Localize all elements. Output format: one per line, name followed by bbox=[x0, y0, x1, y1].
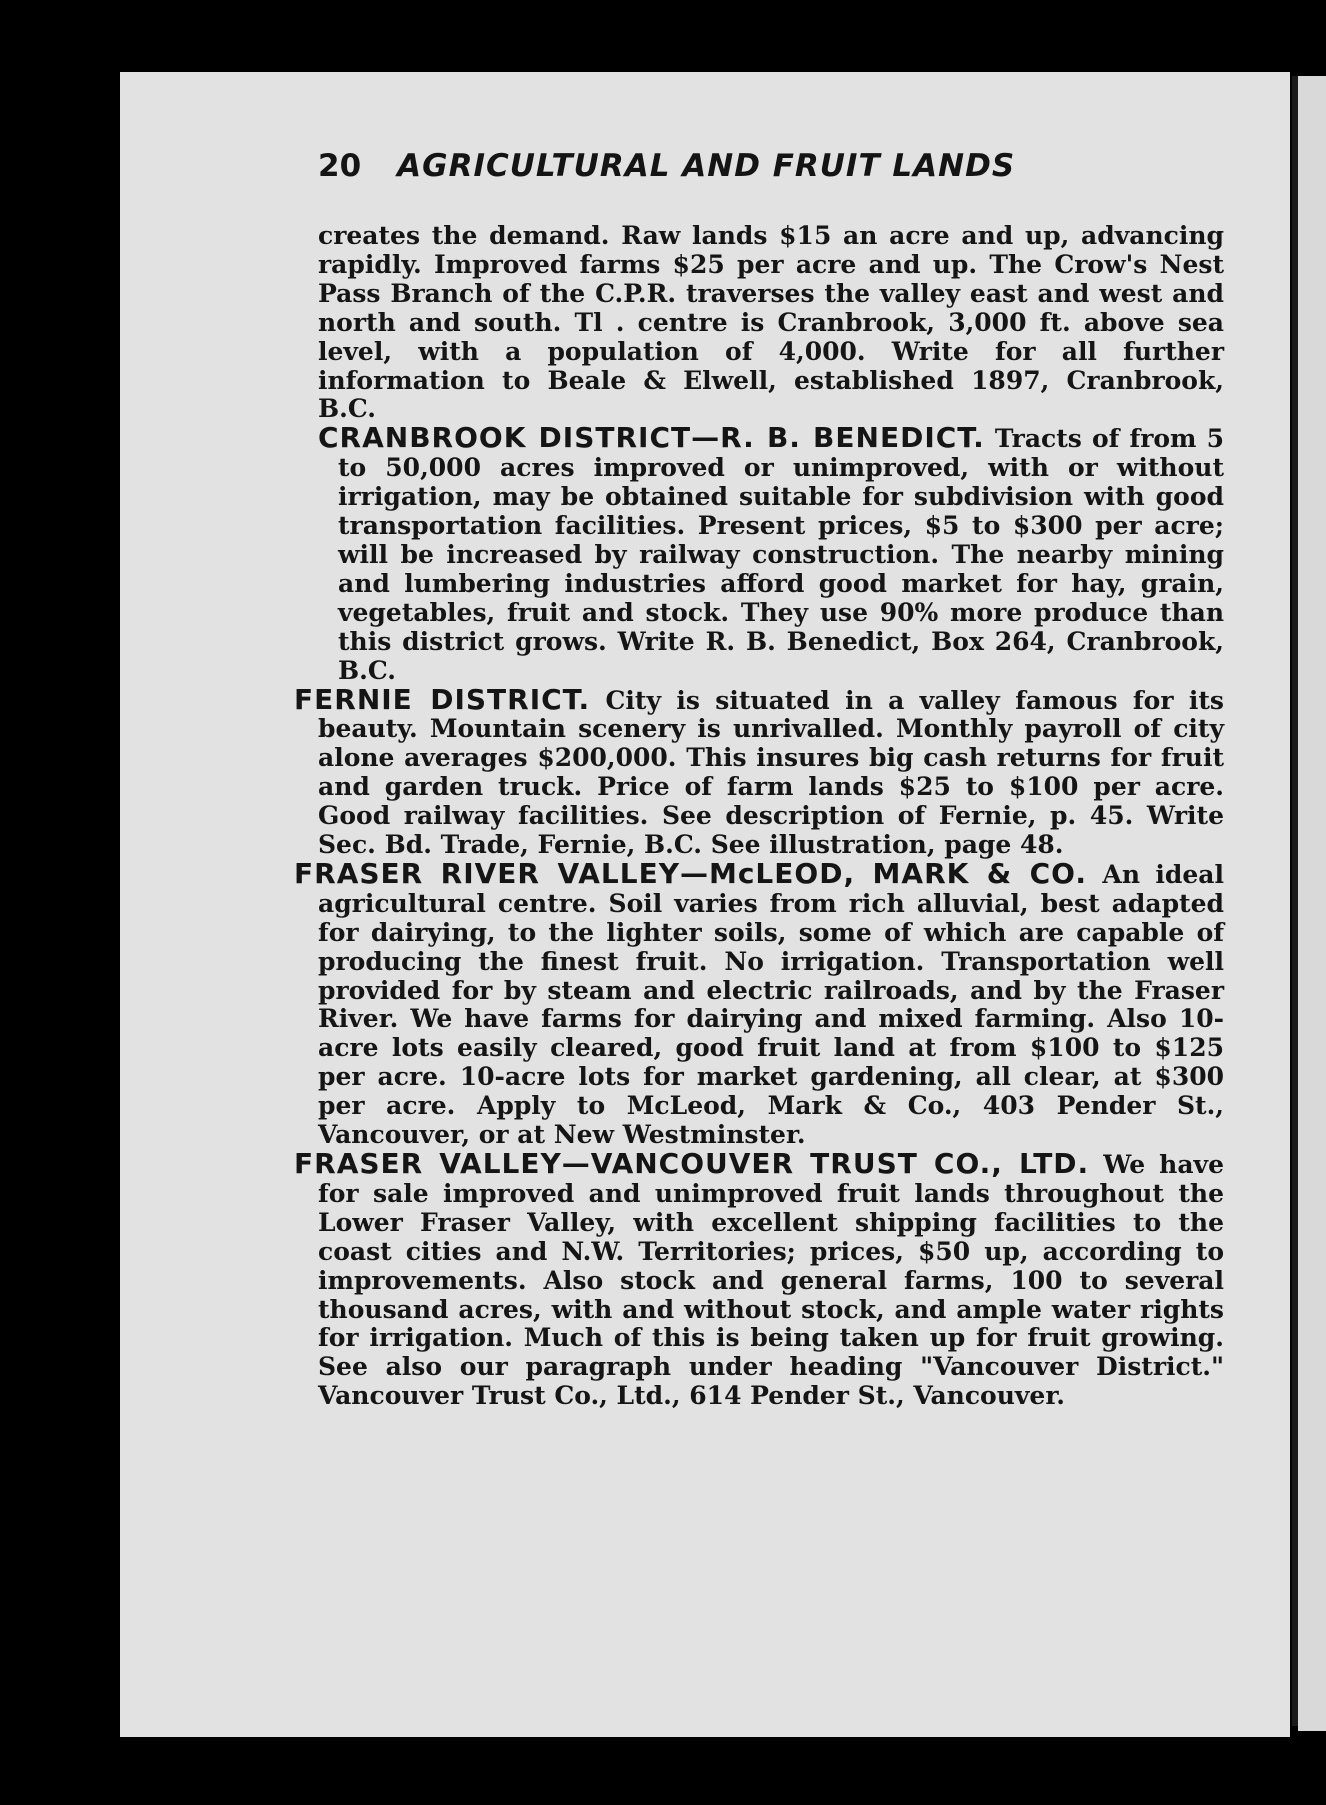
entry-body: creates the demand. Raw lands $15 an acre and up, advancing rapidly. Improved farms $25 per acre and up. The Crow's Nest Pass Branch of the C.P.R. traverses the valley east and west and north and south. Tl . centre is Cranbrook, 3,000 ft. above sea level, with a population of 4,000. Write for all further information to Beale & Elwell, established 1897, Cranbrook, B.C. bbox=[318, 221, 1224, 424]
entry-cranbrook-district bbox=[318, 421, 1224, 685]
entry-heading: CRANBROOK DISTRICT—R. B. BENEDICT. bbox=[318, 421, 985, 455]
entry-heading: FRASER VALLEY—VANCOUVER TRUST CO., LTD. bbox=[294, 1147, 1090, 1180]
page-body bbox=[294, 221, 1224, 1411]
entry-body: An ideal agricultural centre. Soil varies from rich alluvial, best adapted for dairying, to the lighter soils, some of which are capable of producing the finest fruit. No irrigation. Transportation well provided for by steam and electric railroads, and by the Fraser River. We have farms for dairying and mixed farming. Also 10-acre lots easily cleared, good fruit land at from $100 to $125 per acre. 10-acre lots for market gardening, all clear, at $300 per acre. Apply to McLeod, Mark & Co., 403 Pender St., Vancouver, or at New Westminster. bbox=[318, 859, 1224, 1150]
entry-heading: FERNIE DISTRICT. bbox=[294, 682, 591, 716]
adjacent-page-strip bbox=[1298, 76, 1326, 1731]
page-number: 20 bbox=[318, 148, 362, 184]
entry-body: Tracts of from 5 to 50,000 acres improved or unimproved, with or without irrigation, may be obtained suitable for subdivision with good transportation facilities. Present prices, $5 to $300 per acre; will be increased by railway construction. The nearby mining and lumbering industries afford good market for hay, grain, vegetables, fruit and stock. They use 90% more produce than this district grows. Write R. B. Benedict, Box 264, Cranbrook, B.C. bbox=[338, 424, 1224, 685]
entry-body: City is situated in a valley famous for its beauty. Mountain scenery is unrivalled. Monthly payroll of city alone averages $200,000. This insures big cash returns for fruit and garden truck. Price of farm lands $25 to $100 per acre. Good railway facilities. See description of Fernie, p. 45. Write Sec. Bd. Trade, Fernie, B.C. See illustration, page 48. bbox=[318, 685, 1224, 860]
running-title: AGRICULTURAL AND FRUIT LANDS bbox=[397, 148, 1016, 184]
entry-fraser-river-valley bbox=[294, 856, 1224, 1150]
running-header bbox=[318, 148, 1118, 196]
entry-heading: FRASER RIVER VALLEY—McLEOD, MARK & CO. bbox=[294, 856, 1088, 890]
entry-fernie-district bbox=[294, 682, 1224, 860]
entry-continuation bbox=[318, 222, 1224, 424]
entry-body: We have for sale improved and unimproved fruit lands throughout the Lower Fraser Valley, with excellent shipping facilities to the coast cities and N.W. Territories; prices, $50 up, according to improvements. Also stock and general farms, 100 to several thousand acres, with and without stock, and ample water rights for irrigation. Much of this is being taken up for fruit growing. See also our paragraph under heading "Vancouver District." Vancouver Trust Co., Ltd., 614 Pender St., Vancouver. bbox=[318, 1150, 1224, 1411]
entry-fraser-valley-vancouver-trust bbox=[294, 1147, 1224, 1411]
